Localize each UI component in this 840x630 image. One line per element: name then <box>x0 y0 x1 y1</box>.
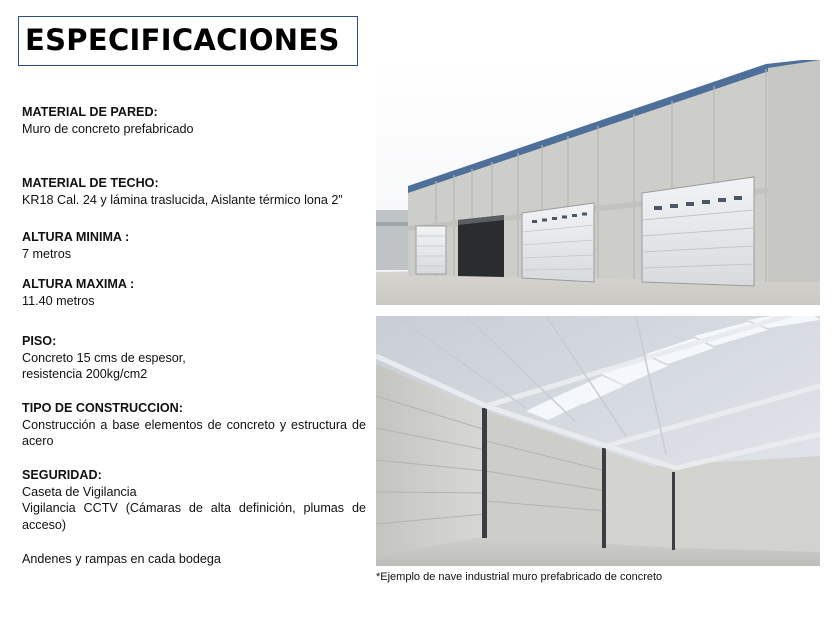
spec-roof-material <box>22 175 366 208</box>
spec-value: 11.40 metros <box>22 293 95 308</box>
spec-min-height <box>22 229 366 262</box>
page-title: ESPECIFICACIONES <box>25 23 340 57</box>
spec-value: Construcción a base elementos de concreto y estructura de acero <box>22 417 366 448</box>
warehouse-exterior-photo <box>376 60 820 305</box>
spec-label: ALTURA MAXIMA : <box>22 277 135 291</box>
spec-value: KR18 Cal. 24 y lámina traslucida, Aislante térmico lona 2” <box>22 192 343 207</box>
spec-value-line: Concreto 15 cms de espesor, <box>22 350 186 365</box>
spec-label: TIPO DE CONSTRUCCION: <box>22 401 183 415</box>
spec-wall-material <box>22 104 366 137</box>
spec-value: 7 metros <box>22 246 71 261</box>
spec-value-line: Caseta de Vigilancia <box>22 484 137 499</box>
spec-footer-note <box>22 551 366 568</box>
spec-label: MATERIAL DE PARED: <box>22 105 158 119</box>
spec-value-line: Vigilancia CCTV (Cámaras de alta definición, plumas de acceso) <box>22 501 366 532</box>
spec-floor <box>22 333 366 383</box>
spec-max-height <box>22 276 366 309</box>
footer-note: Andenes y rampas en cada bodega <box>22 552 221 566</box>
spec-construction-type <box>22 400 366 450</box>
spec-value: Muro de concreto prefabricado <box>22 121 194 136</box>
spec-label: PISO: <box>22 334 57 348</box>
title-box <box>18 16 358 66</box>
spec-label: ALTURA MINIMA : <box>22 230 130 244</box>
spec-label: MATERIAL DE TECHO: <box>22 176 159 190</box>
spec-security <box>22 467 366 533</box>
spec-label: SEGURIDAD: <box>22 468 102 482</box>
photo-caption: *Ejemplo de nave industrial muro prefabricado de concreto <box>376 571 663 583</box>
warehouse-interior-photo <box>376 316 820 566</box>
spec-value-line: resistencia 200kg/cm2 <box>22 367 148 381</box>
